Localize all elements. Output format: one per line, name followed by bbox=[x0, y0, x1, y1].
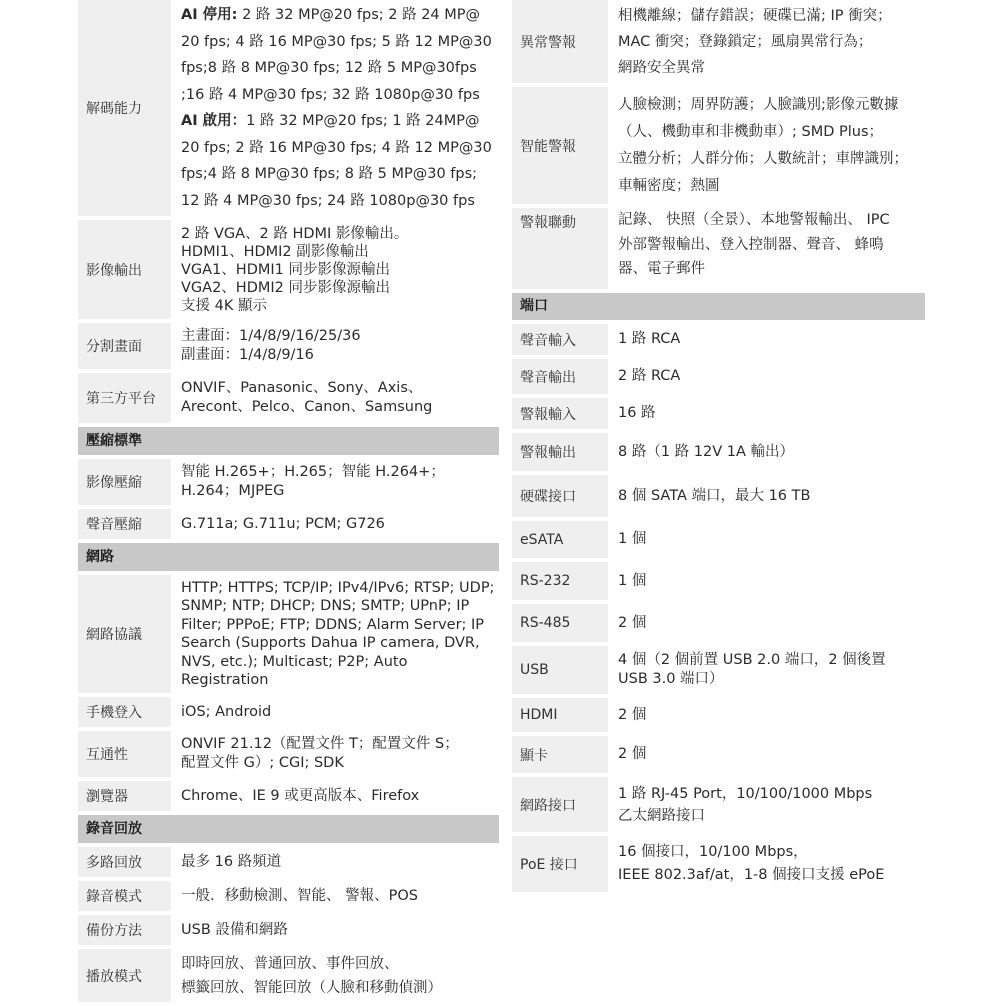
ai-off-heading: AI 停用: bbox=[181, 7, 238, 23]
spec-row-video-compression bbox=[78, 459, 499, 505]
spec-line: 2 個 bbox=[618, 706, 647, 723]
right-spec-column bbox=[512, 0, 925, 896]
spec-line: VGA2、HDMI2 同步影像源輸出 bbox=[181, 279, 390, 296]
spec-line: SNMP; NTP; DHCP; DNS; SMTP; UPnP; IP bbox=[181, 598, 470, 614]
spec-row-alarm-out bbox=[512, 433, 925, 471]
spec-row-interop bbox=[78, 731, 499, 777]
spec-label: 網路接口 bbox=[512, 777, 608, 832]
spec-line: Arecont、Pelco、Canon、Samsung bbox=[181, 399, 433, 415]
section-header-ports: 端口 bbox=[512, 293, 925, 320]
spec-line: （人、機動車和非機動車）; SMD Plus； bbox=[618, 123, 883, 140]
spec-label: 分割畫面 bbox=[78, 323, 171, 369]
spec-label: 警報輸出 bbox=[512, 433, 608, 471]
spec-value bbox=[612, 208, 925, 289]
spec-value bbox=[612, 521, 925, 558]
spec-row-abnormal-alarm bbox=[512, 0, 925, 83]
spec-line: ;16 路 4 MP@30 fps; 32 路 1080p@30 fps bbox=[181, 86, 480, 103]
spec-row-smart-alarm bbox=[512, 87, 925, 204]
section-header-playback: 錄音回放 bbox=[78, 815, 499, 843]
spec-line: 即時回放、普通回放、事件回放、 bbox=[181, 955, 399, 972]
spec-line: NVS, etc.); Multicast; P2P; Auto bbox=[181, 653, 408, 670]
spec-label: 異常警報 bbox=[512, 0, 608, 83]
spec-value bbox=[612, 604, 925, 642]
spec-line: 外部警報輸出、登入控制器、聲音、 蜂鳴 bbox=[618, 236, 884, 253]
spec-value bbox=[175, 575, 499, 693]
spec-label: 錄音模式 bbox=[78, 881, 171, 911]
spec-value bbox=[612, 836, 925, 892]
spec-value bbox=[612, 398, 925, 429]
spec-label: 警報輸入 bbox=[512, 398, 608, 429]
spec-line: 最多 16 路頻道 bbox=[181, 853, 282, 870]
spec-line: 器、電子郵件 bbox=[618, 261, 705, 277]
spec-row-split-screen bbox=[78, 323, 499, 369]
spec-label: 聲音輸入 bbox=[512, 324, 608, 355]
spec-value bbox=[175, 220, 499, 319]
spec-value bbox=[175, 731, 499, 777]
spec-line: 人臉檢測；周界防護；人臉識別;影像元數據 bbox=[618, 96, 899, 113]
spec-value bbox=[612, 698, 925, 732]
spec-text: 2 路 32 MP@20 fps; 2 路 24 MP@ bbox=[237, 7, 481, 23]
spec-row-poe bbox=[512, 836, 925, 892]
spec-line: 1 路 RJ-45 Port，10/100/1000 Mbps bbox=[618, 785, 873, 802]
spec-row-hdd bbox=[512, 475, 925, 517]
spec-label: HDMI bbox=[512, 698, 608, 732]
spec-label: 第三方平台 bbox=[78, 373, 171, 423]
spec-row-playback-mode bbox=[78, 949, 499, 1002]
spec-value bbox=[175, 323, 499, 369]
spec-row-rs232 bbox=[512, 562, 925, 600]
spec-value bbox=[612, 324, 925, 355]
spec-row-network-port bbox=[512, 777, 925, 832]
spec-line: 配置文件 G）; CGI; SDK bbox=[181, 755, 344, 771]
spec-value bbox=[612, 359, 925, 394]
spec-line: 網路安全異常 bbox=[618, 59, 705, 76]
spec-line: 20 fps; 2 路 16 MP@30 fps; 4 路 12 MP@30 bbox=[181, 139, 492, 156]
spec-line: iOS; Android bbox=[181, 703, 272, 720]
spec-line: ONVIF 21.12（配置文件 T；配置文件 S； bbox=[181, 736, 459, 752]
spec-value bbox=[612, 736, 925, 773]
spec-label: 備份方法 bbox=[78, 915, 171, 945]
spec-row-decode bbox=[78, 0, 499, 216]
spec-line: 16 個接口，10/100 Mbps， bbox=[618, 844, 808, 860]
spec-row-hdmi bbox=[512, 698, 925, 732]
spec-label: 手機登入 bbox=[78, 697, 171, 727]
spec-value bbox=[175, 881, 499, 911]
spec-line: ONVIF、Panasonic、Sony、Axis、 bbox=[181, 380, 423, 396]
spec-label: 解碼能力 bbox=[78, 0, 171, 216]
spec-line: G.711a; G.711u; PCM; G726 bbox=[181, 515, 385, 532]
spec-value bbox=[175, 915, 499, 945]
spec-label: 瀏覽器 bbox=[78, 781, 171, 811]
spec-value bbox=[612, 475, 925, 517]
spec-line: 2 路 VGA、2 路 HDMI 影像輸出。 bbox=[181, 225, 409, 242]
spec-line: HTTP; HTTPS; TCP/IP; IPv4/IPv6; RTSP; UDP; bbox=[181, 579, 495, 596]
spec-line: Search (Supports Dahua IP camera, DVR, bbox=[181, 635, 480, 651]
spec-row-audio-compression bbox=[78, 509, 499, 539]
spec-line: 相機離線；儲存錯誤；硬碟已滿; IP 衝突； bbox=[618, 7, 892, 24]
spec-line: 車輛密度；熱圖 bbox=[618, 177, 720, 194]
spec-row-usb bbox=[512, 646, 925, 694]
spec-row-alarm-in bbox=[512, 398, 925, 429]
spec-value bbox=[175, 373, 499, 423]
spec-line bbox=[181, 108, 499, 135]
spec-label: 多路回放 bbox=[78, 847, 171, 877]
spec-value bbox=[175, 0, 499, 216]
spec-value bbox=[612, 433, 925, 471]
spec-line: 2 個 bbox=[618, 746, 647, 762]
spec-line: fps;4 路 8 MP@30 fps; 8 路 5 MP@30 fps; bbox=[181, 166, 478, 182]
ai-on-heading: AI 啟用： bbox=[181, 113, 247, 129]
spec-row-esata bbox=[512, 521, 925, 558]
spec-line: 2 路 RCA bbox=[618, 368, 681, 384]
spec-line: 12 路 4 MP@30 fps; 24 路 1080p@30 fps bbox=[181, 192, 475, 209]
spec-line: 4 個（2 個前置 USB 2.0 端口，2 個後置 bbox=[618, 652, 886, 668]
spec-row-multi-playback bbox=[78, 847, 499, 877]
spec-row-gpu bbox=[512, 736, 925, 773]
spec-value bbox=[612, 562, 925, 600]
spec-label: 智能警報 bbox=[512, 87, 608, 204]
spec-line: USB 3.0 端口） bbox=[618, 671, 724, 687]
spec-value bbox=[612, 646, 925, 694]
spec-label: 影像輸出 bbox=[78, 220, 171, 319]
spec-label: PoE 接口 bbox=[512, 836, 608, 892]
spec-line: MAC 衝突；登錄鎖定；風扇異常行為； bbox=[618, 33, 873, 50]
spec-text: 1 路 32 MP@20 fps; 1 路 24MP@ bbox=[246, 113, 480, 129]
spec-label: 顯卡 bbox=[512, 736, 608, 773]
spec-line: 1 個 bbox=[618, 531, 647, 547]
spec-label: 聲音輸出 bbox=[512, 359, 608, 394]
spec-line: HDMI1、HDMI2 副影像輸出 bbox=[181, 243, 369, 260]
spec-line: 乙太網路接口 bbox=[618, 807, 705, 824]
spec-label: 聲音壓縮 bbox=[78, 509, 171, 539]
spec-line: 智能 H.265+；H.265；智能 H.264+； bbox=[181, 464, 445, 480]
spec-value bbox=[612, 777, 925, 832]
spec-line: Registration bbox=[181, 672, 269, 688]
left-spec-column bbox=[78, 0, 499, 1006]
spec-value bbox=[175, 949, 499, 1002]
spec-label: 硬碟接口 bbox=[512, 475, 608, 517]
spec-line: 1 個 bbox=[618, 572, 647, 589]
spec-label: RS-485 bbox=[512, 604, 608, 642]
spec-line: fps;8 路 8 MP@30 fps; 12 路 5 MP@30fps bbox=[181, 60, 477, 76]
spec-line: 標籤回放、智能回放（人臉和移動偵測） bbox=[181, 979, 442, 996]
spec-row-rs485 bbox=[512, 604, 925, 642]
spec-value bbox=[175, 781, 499, 811]
spec-label: 警報聯動 bbox=[512, 208, 608, 289]
spec-line: 8 個 SATA 端口，最大 16 TB bbox=[618, 487, 811, 504]
spec-row-backup bbox=[78, 915, 499, 945]
spec-line: H.264；MJPEG bbox=[181, 483, 285, 499]
spec-line: Filter; PPPoE; FTP; DDNS; Alarm Server; IP bbox=[181, 616, 485, 633]
spec-label: 網路協議 bbox=[78, 575, 171, 693]
spec-row-network-protocol bbox=[78, 575, 499, 693]
spec-value bbox=[175, 509, 499, 539]
spec-label: eSATA bbox=[512, 521, 608, 558]
spec-label: 互通性 bbox=[78, 731, 171, 777]
spec-label: 播放模式 bbox=[78, 949, 171, 1002]
spec-row-alarm-link bbox=[512, 208, 925, 289]
spec-line: 16 路 bbox=[618, 405, 656, 421]
spec-row-video-output bbox=[78, 220, 499, 319]
spec-row-record-mode bbox=[78, 881, 499, 911]
section-header-compression: 壓縮標準 bbox=[78, 427, 499, 455]
spec-value bbox=[612, 87, 925, 204]
spec-line: IEEE 802.3af/at，1-8 個接口支援 ePoE bbox=[618, 867, 885, 883]
spec-line: 一般．移動檢測、智能、 警報、POS bbox=[181, 887, 418, 904]
spec-line: Chrome、IE 9 或更高版本、Firefox bbox=[181, 787, 420, 804]
spec-line: 立體分析；人群分佈；人數統計；車牌識別； bbox=[618, 150, 908, 167]
spec-line: 副畫面：1/4/8/9/16 bbox=[181, 347, 314, 363]
spec-label: RS-232 bbox=[512, 562, 608, 600]
spec-line: 1 路 RCA bbox=[618, 331, 681, 347]
section-header-network: 網路 bbox=[78, 543, 499, 571]
spec-line: 支援 4K 顯示 bbox=[181, 297, 267, 314]
spec-label: 影像壓縮 bbox=[78, 459, 171, 505]
spec-value bbox=[175, 459, 499, 505]
spec-line: 記錄、 快照（全景）、本地警報輸出、 IPC bbox=[618, 212, 890, 228]
spec-line: 主畫面：1/4/8/9/16/25/36 bbox=[181, 328, 361, 344]
spec-line: 20 fps; 4 路 16 MP@30 fps; 5 路 12 MP@30 bbox=[181, 33, 492, 50]
spec-label: USB bbox=[512, 646, 608, 694]
spec-line: USB 設備和網路 bbox=[181, 921, 288, 938]
spec-value bbox=[175, 847, 499, 877]
spec-row-audio-in bbox=[512, 324, 925, 355]
spec-line: VGA1、HDMI1 同步影像源輸出 bbox=[181, 261, 390, 278]
spec-row-third-party bbox=[78, 373, 499, 423]
spec-value bbox=[612, 0, 925, 83]
spec-row-audio-out bbox=[512, 359, 925, 394]
spec-line: 2 個 bbox=[618, 614, 647, 631]
spec-row-browser bbox=[78, 781, 499, 811]
spec-line: 8 路（1 路 12V 1A 輸出） bbox=[618, 443, 795, 460]
spec-row-mobile-login bbox=[78, 697, 499, 727]
spec-line bbox=[181, 2, 499, 29]
spec-value bbox=[175, 697, 499, 727]
